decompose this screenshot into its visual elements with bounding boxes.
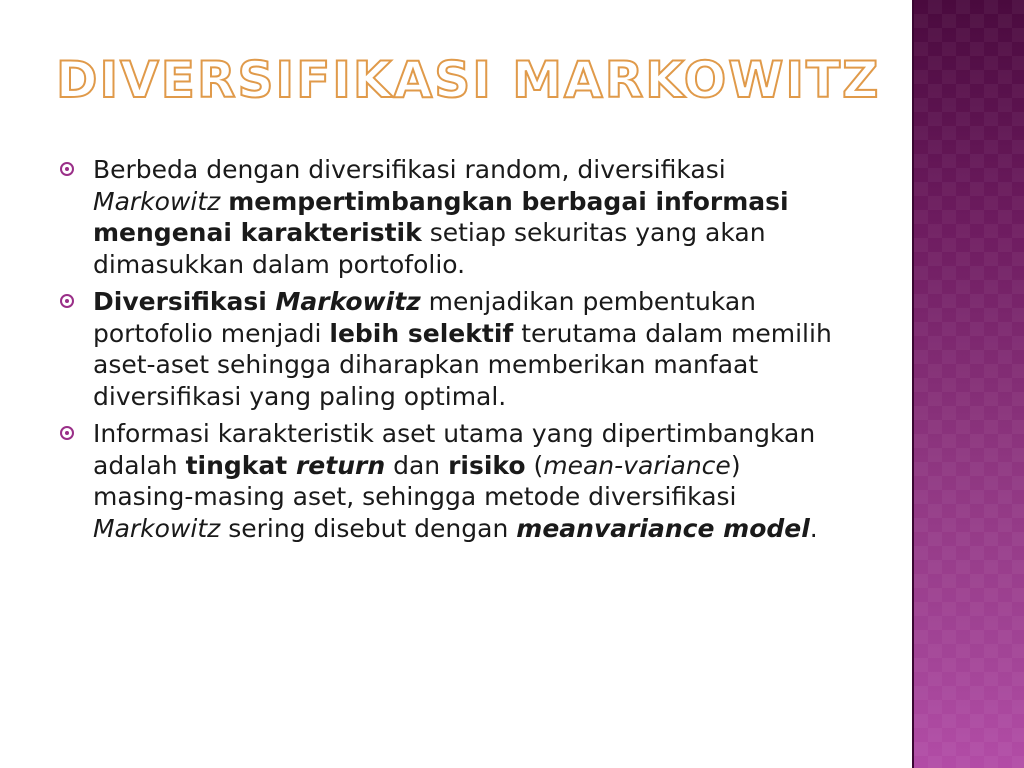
- bullet-text: Informasi karakteristik aset utama yang dipertimbangkan adalah tingkat return dan risiko (mean-variance) masing-masing aset, sehingga metode diversifikasi Markowitz sering disebut dengan meanvariance model.: [93, 419, 818, 543]
- decorative-side-band: [912, 0, 1024, 768]
- bullet-list: [60, 154, 840, 550]
- bullet-text: Diversifikasi Markowitz menjadikan pembentukan portofolio menjadi lebih selektif terutama dalam memilih aset-aset sehingga diharapkan memberikan manfaat diversifikasi yang paling optimal.: [93, 287, 832, 411]
- bullet-item: [60, 418, 840, 544]
- bullet-circle-icon: [60, 162, 74, 176]
- bullet-circle-icon: [60, 294, 74, 308]
- bullet-text: Berbeda dengan diversifikasi random, diversifikasi Markowitz mempertimbangkan berbagai informasi mengenai karakteristik setiap sekuritas yang akan dimasukkan dalam portofolio.: [93, 155, 789, 279]
- slide-title: DIVERSIFIKASI MARKOWITZ: [56, 51, 881, 109]
- bullet-circle-icon: [60, 426, 74, 440]
- bullet-item: [60, 286, 840, 412]
- bullet-item: [60, 154, 840, 280]
